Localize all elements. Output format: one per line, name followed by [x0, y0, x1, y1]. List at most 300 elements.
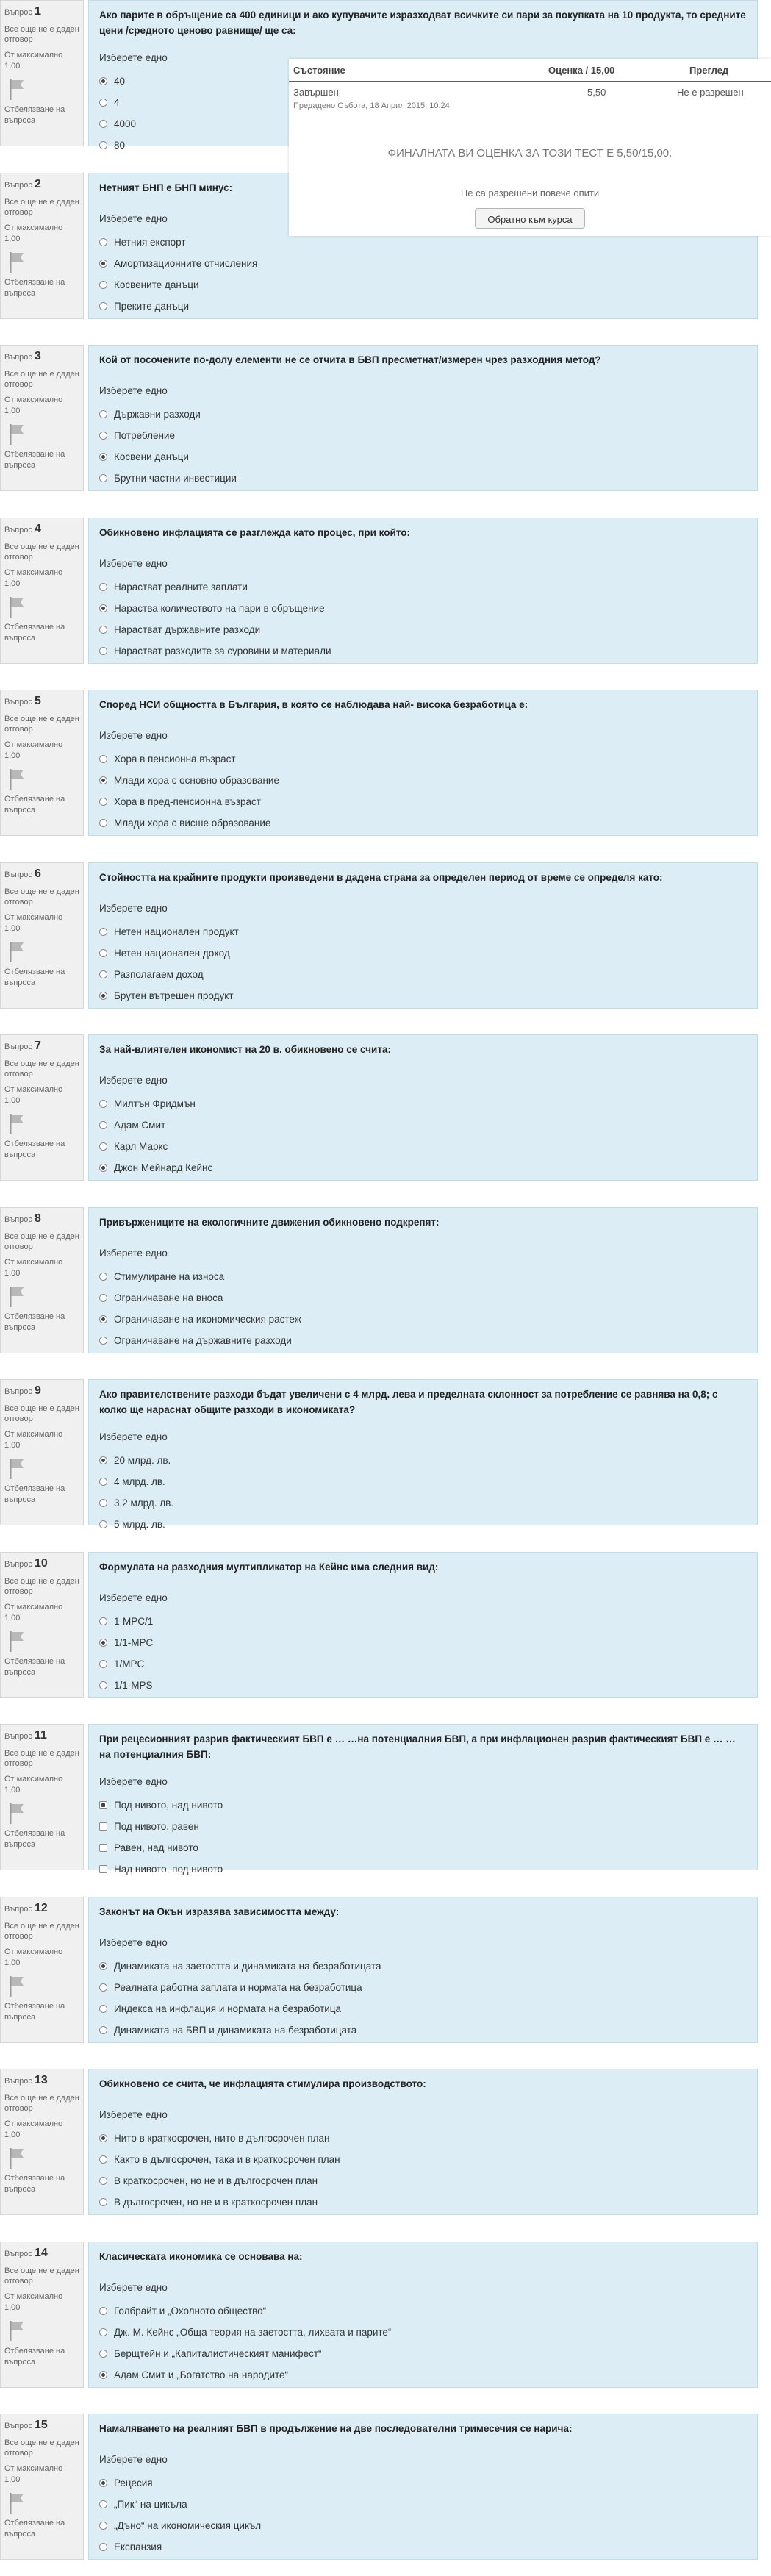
- answer-option-label: Динамиката на БВП и динамиката на безработицата: [114, 2025, 357, 2036]
- question-number: [4, 1728, 79, 1744]
- flag-icon[interactable]: [7, 1975, 26, 1998]
- radio-icon[interactable]: [99, 647, 107, 655]
- question-content: [88, 518, 758, 664]
- radio-icon[interactable]: [99, 432, 107, 440]
- radio-icon[interactable]: [99, 755, 107, 763]
- radio-selected-icon[interactable]: [99, 1315, 107, 1323]
- flag-icon[interactable]: [7, 1802, 26, 1825]
- answer-option-label: 1/1-MPC: [114, 1637, 154, 1648]
- answer-option[interactable]: [99, 942, 747, 964]
- radio-icon[interactable]: [99, 2328, 107, 2336]
- question-block: [0, 345, 771, 491]
- answer-option[interactable]: [99, 1266, 747, 1287]
- question-text: Намаляването на реалният БВП в продължение на две последователни тримесечия се нарича:: [99, 2423, 573, 2434]
- radio-icon[interactable]: [99, 410, 107, 418]
- max-points: От максимално 1,00: [4, 1603, 63, 1623]
- answer-option-label: Косвени данъци: [114, 451, 189, 462]
- answer-options: [99, 232, 747, 317]
- answer-option[interactable]: [99, 468, 747, 489]
- max-points: От максимално 1,00: [4, 1430, 63, 1450]
- radio-icon[interactable]: [99, 474, 107, 482]
- radio-selected-icon[interactable]: [99, 2371, 107, 2379]
- answer-option-label: Динамиката на заетостта и динамиката на безработицата: [114, 1961, 381, 1972]
- question-number-value: 3: [34, 350, 41, 362]
- question-content: [88, 345, 758, 491]
- answer-option[interactable]: [99, 1675, 747, 1696]
- back-to-course-button[interactable]: Обратно към курса: [475, 208, 585, 229]
- radio-selected-icon[interactable]: [99, 1164, 107, 1172]
- answer-prompt: Изберете едно: [99, 1592, 168, 1603]
- radio-icon[interactable]: [99, 583, 107, 591]
- answer-option[interactable]: [99, 446, 747, 468]
- answer-option[interactable]: [99, 404, 747, 425]
- review-status: Не е разрешен: [677, 87, 744, 98]
- radio-icon[interactable]: [99, 1273, 107, 1281]
- answer-option-label: Джон Мейнард Кейнс: [114, 1162, 213, 1173]
- answer-option[interactable]: [99, 2536, 747, 2558]
- summary-table-row: [289, 87, 771, 124]
- question-block: [0, 1379, 771, 1530]
- radio-selected-icon[interactable]: [99, 2134, 107, 2142]
- radio-icon[interactable]: [99, 120, 107, 128]
- answer-option[interactable]: [99, 1287, 747, 1309]
- answer-option[interactable]: [99, 2472, 747, 2494]
- answer-option-label: Адам Смит и „Богатство на народите“: [114, 2369, 289, 2380]
- question-label: Въпрос: [4, 2077, 32, 2086]
- flag-question-link[interactable]: Отбелязване на въпроса: [4, 1139, 65, 1159]
- answer-status: Все още не е даден отговор: [4, 714, 79, 734]
- flag-icon[interactable]: [7, 2147, 26, 2170]
- answer-option[interactable]: [99, 1795, 747, 1816]
- question-text: Обикновено се счита, че инфлацията стимулира производството:: [99, 2078, 426, 2089]
- radio-icon[interactable]: [99, 949, 107, 957]
- question-text: Според НСИ общността в България, в която се наблюдава най- висока безработица е:: [99, 699, 528, 710]
- radio-icon[interactable]: [99, 281, 107, 289]
- question-content: [88, 1034, 758, 1181]
- radio-icon[interactable]: [99, 1121, 107, 1129]
- question-label: Въпрос: [4, 698, 32, 706]
- radio-icon[interactable]: [99, 798, 107, 806]
- question-number: [4, 176, 79, 193]
- answer-option-label: Млади хора с висше образование: [114, 817, 271, 829]
- question-text: Кой от посочените по-долу елементи не се отчита в БВП пресметнат/измерен чрез разходния метод?: [99, 354, 601, 365]
- answer-option-label: Както в дългосрочен, така и в краткосрочен план: [114, 2154, 340, 2165]
- flag-question-link[interactable]: Отбелязване на въпроса: [4, 794, 65, 815]
- answer-options: [99, 1266, 747, 1351]
- answer-option-label: Потребление: [114, 430, 175, 441]
- radio-selected-icon[interactable]: [99, 604, 107, 612]
- flag-question-link[interactable]: Отбелязване на въпроса: [4, 2518, 65, 2539]
- answer-option[interactable]: [99, 274, 747, 296]
- answer-option-label: Ограничаване на икономическия растеж: [114, 1314, 301, 1325]
- question-label: Въпрос: [4, 2422, 32, 2430]
- radio-icon[interactable]: [99, 1983, 107, 1992]
- answer-option[interactable]: [99, 2300, 747, 2322]
- answer-option[interactable]: [99, 253, 747, 274]
- summary-table-header: [289, 59, 771, 82]
- answer-option-label: Милтън Фридмън: [114, 1098, 196, 1109]
- radio-icon[interactable]: [99, 1865, 107, 1873]
- radio-icon[interactable]: [99, 2500, 107, 2508]
- flag-question-link[interactable]: Отбелязване на въпроса: [4, 1312, 65, 1332]
- answer-option[interactable]: [99, 791, 747, 812]
- answer-option-label: 1/1-MPS: [114, 1680, 153, 1691]
- answer-option-label: Реалната работна заплата и нормата на безработица: [114, 1982, 362, 1993]
- radio-selected-icon[interactable]: [99, 1456, 107, 1464]
- max-points: От максимално 1,00: [4, 2292, 63, 2313]
- radio-icon[interactable]: [99, 2198, 107, 2206]
- answer-option[interactable]: [99, 812, 747, 834]
- submitted-date: Предадено Събота, 18 Април 2015, 10:24: [293, 101, 450, 110]
- flag-question-link[interactable]: Отбелязване на въпроса: [4, 1656, 65, 1677]
- answer-option[interactable]: [99, 1157, 747, 1178]
- max-points: От максимално 1,00: [4, 2119, 63, 2140]
- question-text: Привържениците на екологичните движения обикновено подкрепят:: [99, 1217, 440, 1228]
- question-number: [4, 521, 79, 537]
- answer-option[interactable]: [99, 598, 747, 619]
- answer-options: [99, 1611, 747, 1696]
- radio-selected-icon[interactable]: [99, 2479, 107, 2487]
- question-info-box: [0, 1724, 84, 1870]
- radio-icon[interactable]: [99, 819, 107, 827]
- radio-icon[interactable]: [99, 2543, 107, 2551]
- flag-icon[interactable]: [7, 595, 26, 619]
- radio-icon[interactable]: [99, 2026, 107, 2034]
- flag-question-link[interactable]: Отбелязване на въпроса: [4, 1828, 65, 1849]
- question-content: [88, 1207, 758, 1353]
- answer-option[interactable]: [99, 1632, 747, 1653]
- answer-options: [99, 1093, 747, 1178]
- answer-option-label: „Пик“ на цикъла: [114, 2499, 187, 2510]
- answer-options: [99, 1795, 747, 1880]
- radio-icon[interactable]: [99, 1499, 107, 1507]
- question-info-box: [0, 2414, 84, 2560]
- answer-option-label: Амортизационните отчисления: [114, 258, 258, 269]
- radio-icon[interactable]: [99, 141, 107, 149]
- answer-option[interactable]: [99, 1492, 747, 1514]
- answer-option-label: Млади хора с основно образование: [114, 775, 279, 786]
- question-content: [88, 1552, 758, 1698]
- radio-icon[interactable]: [99, 2522, 107, 2530]
- flag-question-link[interactable]: Отбелязване на въпроса: [4, 449, 65, 470]
- answer-option[interactable]: [99, 1115, 747, 1136]
- flag-question-link[interactable]: Отбелязване на въпроса: [4, 2346, 65, 2366]
- question-info-box: [0, 0, 84, 146]
- final-grade-text: ФИНАЛНАТА ВИ ОЦЕНКА ЗА ТОЗИ ТЕСТ Е 5,50/15,00.: [387, 147, 673, 160]
- answer-option[interactable]: [99, 1450, 747, 1471]
- question-number: [4, 4, 79, 20]
- answer-option[interactable]: [99, 296, 747, 317]
- answer-options: [99, 2128, 747, 2213]
- radio-icon[interactable]: [99, 2155, 107, 2164]
- answer-status: Все още не е даден отговор: [4, 2266, 79, 2286]
- question-block: [0, 690, 771, 836]
- max-points: От максимално 1,00: [4, 568, 63, 589]
- answer-prompt: Изберете едно: [99, 558, 168, 569]
- answer-option-label: Под нивото, над нивото: [114, 1799, 223, 1811]
- answer-status: Все още не е даден отговор: [4, 542, 79, 562]
- max-points: От максимално 1,00: [4, 913, 63, 934]
- flag-icon[interactable]: [7, 2491, 26, 2515]
- question-text: При рецесионният разрив фактическият БВП е … …на потенциалния БВП, а при инфлационен разрив фактическият БВП е … … на потенциалния БВП:: [99, 1734, 736, 1760]
- radio-icon[interactable]: [99, 1660, 107, 1668]
- flag-icon[interactable]: [7, 2319, 26, 2343]
- flag-question-link[interactable]: Отбелязване на въпроса: [4, 277, 65, 298]
- question-number: [4, 2417, 79, 2433]
- question-block: [0, 1552, 771, 1698]
- question-block: [0, 1207, 771, 1353]
- question-content: [88, 2242, 758, 2388]
- flag-icon[interactable]: [7, 78, 26, 101]
- max-points: От максимално 1,00: [4, 51, 63, 71]
- radio-icon[interactable]: [99, 1681, 107, 1689]
- max-points: От максимално 1,00: [4, 1775, 63, 1795]
- answer-option[interactable]: [99, 2322, 747, 2343]
- max-points: От максимално 1,00: [4, 1947, 63, 1968]
- question-number-value: 8: [34, 1212, 41, 1225]
- answer-option[interactable]: [99, 770, 747, 791]
- radio-icon[interactable]: [99, 1337, 107, 1345]
- flag-icon[interactable]: [7, 1457, 26, 1481]
- answer-option[interactable]: [99, 1471, 747, 1492]
- answer-option[interactable]: [99, 2364, 747, 2386]
- question-number: [4, 1383, 79, 1399]
- radio-selected-icon[interactable]: [99, 1801, 107, 1809]
- question-info-box: [0, 1897, 84, 2043]
- answer-option-label: 1/MPC: [114, 1659, 145, 1670]
- question-label: Въпрос: [4, 1387, 32, 1396]
- answer-option[interactable]: [99, 1977, 747, 1998]
- answer-option[interactable]: [99, 1309, 747, 1330]
- radio-icon[interactable]: [99, 1478, 107, 1486]
- answer-prompt: Изберете едно: [99, 730, 168, 741]
- answer-option-label: 4 млрд. лв.: [114, 1475, 165, 1487]
- answer-option-label: В дългосрочен, но не и в краткосрочен план: [114, 2197, 318, 2208]
- radio-icon[interactable]: [99, 1844, 107, 1852]
- radio-selected-icon[interactable]: [99, 260, 107, 268]
- radio-icon[interactable]: [99, 970, 107, 978]
- radio-icon[interactable]: [99, 1520, 107, 1528]
- question-number: [4, 1038, 79, 1054]
- answer-option[interactable]: [99, 964, 747, 985]
- answer-option-label: 4: [114, 96, 120, 108]
- answer-option-label: Косвените данъци: [114, 279, 199, 290]
- answer-option-label: 4000: [114, 118, 137, 129]
- answer-option-label: Брутни частни инвестиции: [114, 473, 237, 484]
- answer-option[interactable]: [99, 1136, 747, 1157]
- answer-prompt: Изберете едно: [99, 2282, 168, 2293]
- answer-option-label: Нетен национален продукт: [114, 926, 239, 937]
- answer-option[interactable]: [99, 2149, 747, 2170]
- flag-icon[interactable]: [7, 940, 26, 964]
- radio-icon[interactable]: [99, 1100, 107, 1108]
- question-info-box: [0, 518, 84, 664]
- answer-prompt: Изберете едно: [99, 51, 168, 63]
- answer-prompt: Изберете едно: [99, 903, 168, 914]
- answer-option-label: Нито в краткосрочен, нито в дългосрочен план: [114, 2133, 330, 2144]
- question-number: [4, 1556, 79, 1572]
- answer-options: [99, 1956, 747, 2041]
- question-content: [88, 862, 758, 1009]
- answer-option-label: Хора в пред-пенсионна възраст: [114, 796, 261, 807]
- question-text: Класическата икономика се основава на:: [99, 2251, 303, 2262]
- answer-option[interactable]: [99, 2343, 747, 2364]
- answer-option[interactable]: [99, 2494, 747, 2515]
- question-block: [0, 2242, 771, 2388]
- flag-icon[interactable]: [7, 1112, 26, 1136]
- answer-option-label: Голбрайт и „Охолното общество“: [114, 2305, 267, 2316]
- answer-option-label: Карл Маркс: [114, 1141, 168, 1152]
- answer-option[interactable]: [99, 748, 747, 770]
- question-block: [0, 2414, 771, 2560]
- question-block: [0, 2069, 771, 2215]
- answer-option[interactable]: [99, 640, 747, 662]
- question-number-value: 5: [34, 695, 41, 707]
- flag-question-link[interactable]: Отбелязване на въпроса: [4, 104, 65, 125]
- question-label: Въпрос: [4, 181, 32, 190]
- radio-selected-icon[interactable]: [99, 992, 107, 1000]
- question-info-box: [0, 1034, 84, 1181]
- answer-prompt: Изберете едно: [99, 2109, 168, 2120]
- answer-option[interactable]: [99, 1611, 747, 1632]
- answer-option-label: Берщтейн и „Капиталистическият манифест“: [114, 2348, 322, 2359]
- flag-question-link[interactable]: Отбелязване на въпроса: [4, 1484, 65, 1504]
- answer-option[interactable]: [99, 576, 747, 598]
- answer-option[interactable]: [99, 2192, 747, 2213]
- radio-icon[interactable]: [99, 1142, 107, 1151]
- question-number-value: 11: [34, 1729, 47, 1742]
- radio-selected-icon[interactable]: [99, 1962, 107, 1970]
- flag-icon[interactable]: [7, 251, 26, 274]
- question-number: [4, 348, 79, 365]
- question-text: Обикновено инфлацията се разглежда като процес, при който:: [99, 527, 410, 538]
- answer-option[interactable]: [99, 985, 747, 1006]
- answer-status: Все още не е даден отговор: [4, 1231, 79, 1252]
- no-more-attempts-text: Не са разрешени повече опити: [460, 187, 600, 198]
- radio-selected-icon[interactable]: [99, 77, 107, 85]
- answer-option-label: Нараства количеството на пари в обръщение: [114, 603, 325, 614]
- answer-status: Все още не е даден отговор: [4, 1921, 79, 1942]
- radio-icon[interactable]: [99, 2177, 107, 2185]
- answer-option-label: Хора в пенсионна възраст: [114, 754, 236, 765]
- answer-option-label: Брутен вътрешен продукт: [114, 990, 234, 1001]
- answer-options: [99, 2472, 747, 2558]
- answer-prompt: Изберете едно: [99, 213, 168, 224]
- answer-option-label: Нетния експорт: [114, 237, 186, 248]
- question-info-box: [0, 2242, 84, 2388]
- answer-option-label: Разполагаем доход: [114, 969, 204, 980]
- question-label: Въпрос: [4, 353, 32, 362]
- question-number-value: 7: [34, 1040, 41, 1052]
- radio-selected-icon[interactable]: [99, 1639, 107, 1647]
- radio-icon[interactable]: [99, 1617, 107, 1625]
- answer-option[interactable]: [99, 1956, 747, 1977]
- answer-option[interactable]: [99, 1653, 747, 1675]
- question-info-box: [0, 2069, 84, 2215]
- question-number: [4, 693, 79, 709]
- answer-option[interactable]: [99, 1858, 747, 1880]
- question-info-box: [0, 690, 84, 836]
- radio-icon[interactable]: [99, 238, 107, 246]
- radio-selected-icon[interactable]: [99, 453, 107, 461]
- question-number-value: 10: [34, 1557, 48, 1570]
- flag-question-link[interactable]: Отбелязване на въпроса: [4, 2001, 65, 2022]
- answer-prompt: Изберете едно: [99, 385, 168, 396]
- flag-question-link[interactable]: Отбелязване на въпроса: [4, 622, 65, 643]
- answer-status: Все още не е даден отговор: [4, 887, 79, 907]
- attempt-grade: 5,50: [587, 87, 606, 98]
- answer-prompt: Изберете едно: [99, 1075, 168, 1086]
- question-number-value: 2: [34, 178, 41, 190]
- answer-option-label: 3,2 млрд. лв.: [114, 1497, 174, 1509]
- question-number-value: 9: [34, 1384, 41, 1397]
- answer-option-label: Стимулиране на износа: [114, 1271, 225, 1282]
- answer-option[interactable]: [99, 2170, 747, 2192]
- question-label: Въпрос: [4, 870, 32, 879]
- radio-icon[interactable]: [99, 302, 107, 310]
- question-info-box: [0, 345, 84, 491]
- flag-icon[interactable]: [7, 423, 26, 446]
- flag-icon[interactable]: [7, 1285, 26, 1309]
- answer-option[interactable]: [99, 1816, 747, 1837]
- radio-icon[interactable]: [99, 928, 107, 936]
- radio-icon[interactable]: [99, 99, 107, 107]
- answer-option[interactable]: [99, 2515, 747, 2536]
- question-info-box: [0, 1207, 84, 1353]
- answer-option[interactable]: [99, 921, 747, 942]
- answer-option[interactable]: [99, 1514, 747, 1535]
- max-points: От максимално 1,00: [4, 223, 63, 244]
- flag-question-link[interactable]: Отбелязване на въпроса: [4, 967, 65, 987]
- question-content: [88, 2414, 758, 2560]
- answer-option[interactable]: [99, 1093, 747, 1115]
- answer-options: [99, 404, 747, 489]
- radio-icon[interactable]: [99, 2005, 107, 2013]
- flag-icon[interactable]: [7, 1630, 26, 1653]
- answer-prompt: Изберете едно: [99, 2454, 168, 2465]
- answer-option-label: Над нивото, под нивото: [114, 1863, 223, 1875]
- question-text: Ако парите в обръщение са 400 единици и ако купувачите изразходват всичките си пари за покупката на 10 продукта, то средните цени /средното ценово равнище/ ще са:: [99, 10, 746, 36]
- answer-option-label: Ограничаване на вноса: [114, 1292, 223, 1303]
- flag-question-link[interactable]: Отбелязване на въпроса: [4, 2173, 65, 2194]
- answer-option-label: Нарастват разходите за суровини и материали: [114, 645, 331, 656]
- radio-icon[interactable]: [99, 2307, 107, 2315]
- answer-option[interactable]: [99, 425, 747, 446]
- question-label: Въпрос: [4, 2250, 32, 2258]
- answer-option[interactable]: [99, 1330, 747, 1351]
- answer-option-label: 1-MPC/1: [114, 1616, 154, 1627]
- radio-icon[interactable]: [99, 1822, 107, 1831]
- answer-option[interactable]: [99, 1998, 747, 2019]
- answer-option[interactable]: [99, 2128, 747, 2149]
- radio-icon[interactable]: [99, 626, 107, 634]
- answer-option-label: Дж. М. Кейнс „Обща теория на заетостта, лихвата и парите“: [114, 2327, 392, 2338]
- question-block: [0, 1897, 771, 2043]
- question-number-value: 14: [34, 2247, 48, 2259]
- radio-icon[interactable]: [99, 1294, 107, 1302]
- radio-icon[interactable]: [99, 2350, 107, 2358]
- answer-option-label: Експанзия: [114, 2541, 162, 2552]
- flag-icon[interactable]: [7, 768, 26, 791]
- answer-option[interactable]: [99, 1837, 747, 1858]
- answer-option[interactable]: [99, 2019, 747, 2041]
- answer-option[interactable]: [99, 619, 747, 640]
- question-number-value: 13: [34, 2074, 48, 2086]
- answer-prompt: Изберете едно: [99, 1248, 168, 1259]
- answer-options: [99, 748, 747, 834]
- answer-status: Все още не е даден отговор: [4, 1403, 79, 1424]
- radio-selected-icon[interactable]: [99, 776, 107, 784]
